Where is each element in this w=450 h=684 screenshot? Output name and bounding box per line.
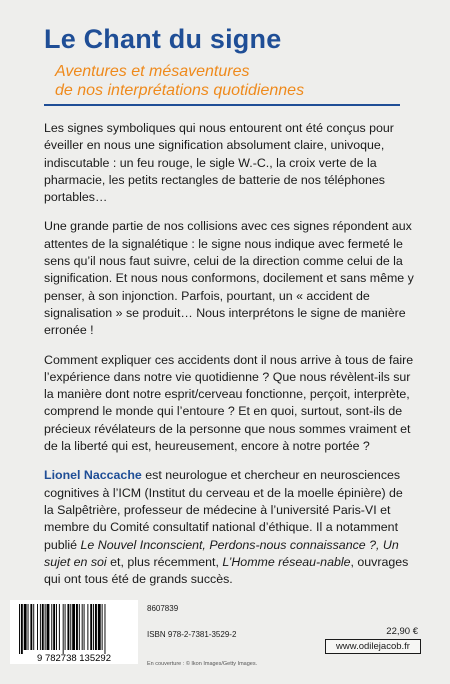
barcode-bar [72, 604, 75, 650]
barcode-bar [105, 604, 106, 654]
author-bio [44, 467, 414, 588]
barcode-bar [98, 604, 101, 650]
barcode-bar [56, 604, 57, 650]
barcode-bar [65, 604, 66, 650]
barcode-bar [102, 604, 103, 650]
barcode-bar [53, 604, 55, 650]
barcode [10, 600, 138, 664]
barcode-bar [90, 604, 92, 650]
barcode-bar [63, 604, 64, 654]
bio-text-2: et, plus récemment, [106, 554, 223, 569]
barcode-bar [28, 604, 29, 650]
blurb-paragraph-2: Une grande partie de nos collisions avec ces signes répondent aux attentes de la signalétique : le signe nous indique avec fermeté le sens qu’il nous faut suivre, celui de la direction comme celui de la signification. Et nous nous conformons, docilement et sans même y penser, à son injonction. Parfois, pourtant, un « accident de signalisation » se produit… Nous interprétons le signe de manière erronée ! [44, 219, 414, 338]
barcode-bar [45, 604, 46, 650]
publisher-website[interactable]: www.odilejacob.fr [325, 639, 421, 654]
product-code: 8607839 [147, 604, 179, 613]
barcode-bar [51, 604, 52, 650]
isbn: ISBN 978-2-7381-3529-2 [147, 630, 237, 639]
blurb-paragraph-3: Comment expliquer ces accidents dont il nous arrive à tous de faire l’expérience dans notre vie quotidienne ? Que nous révèlent-ils sur la manière dont notre esprit/cerveau fonctionne, perçoit, interprète, comprend le monde qui l’entoure ? Et en quoi, surtout, sont-ils de précieux révélateurs de la personne que nous sommes vraiment et de la liberté qui est, heureusement, encore à notre portée ? [44, 352, 414, 454]
barcode-bar [87, 604, 88, 650]
barcode-bar [76, 604, 78, 650]
bio-text-1: est neurologue et chercheur en neurosciences cognitives à l’ICM (Institut du cerveau et de la moelle épinière) de la Salpêtrière, professeur de médecine à l’université Paris-VI et membre du Comité consultatif national d’éthique. Il a notamment publié [44, 468, 403, 552]
barcode-bar [21, 604, 23, 654]
subtitle-line-2: de nos interprétations quotidiennes [55, 82, 305, 99]
barcode-bar [30, 604, 32, 650]
bio-text-3: , ouvrages qui ont tous été de grands succès. [44, 554, 409, 587]
barcode-bar [79, 604, 80, 650]
author-name: Lionel Naccache [44, 468, 142, 483]
price: 22,90 € [386, 626, 418, 637]
barcode-bar [59, 604, 60, 650]
barcode-bar [82, 604, 83, 650]
barcode-bar [19, 604, 20, 654]
barcode-bar [47, 604, 50, 650]
title-divider [44, 104, 400, 106]
bio-recent-book-title: L’Homme réseau-nable [222, 554, 351, 569]
barcode-bar [24, 604, 27, 650]
barcode-digits: 9 782738 135292 [37, 653, 111, 664]
book-subtitle [55, 62, 304, 100]
barcode-bar [33, 604, 34, 650]
subtitle-line-1: Aventures et mésaventures [55, 63, 250, 80]
bio-book-titles: Le Nouvel Inconscient, Perdons-nous connaissance ?, Un sujet en soi [44, 537, 399, 569]
barcode-bar [93, 604, 94, 650]
blurb-paragraph-1: Les signes symboliques qui nous entourent ont été conçus pour éveiller en nous une signification absolument claire, univoque, indiscutable : un feu rouge, le sigle W.-C., la croix verte de la pharmacie, les petits rectangles de batterie de nos téléphones portables… [44, 121, 394, 205]
back-cover-text [44, 120, 414, 600]
barcode-bar [42, 604, 44, 650]
barcode-bar [67, 604, 69, 650]
barcode-bar [40, 604, 41, 650]
barcode-bar [84, 604, 85, 650]
barcode-bar [70, 604, 71, 650]
barcode-bar [37, 604, 38, 650]
book-title: Le Chant du signe [44, 24, 282, 54]
cover-credit: En couverture : © Ikon Images/Getty Images. [147, 661, 258, 667]
barcode-bar [95, 604, 97, 650]
